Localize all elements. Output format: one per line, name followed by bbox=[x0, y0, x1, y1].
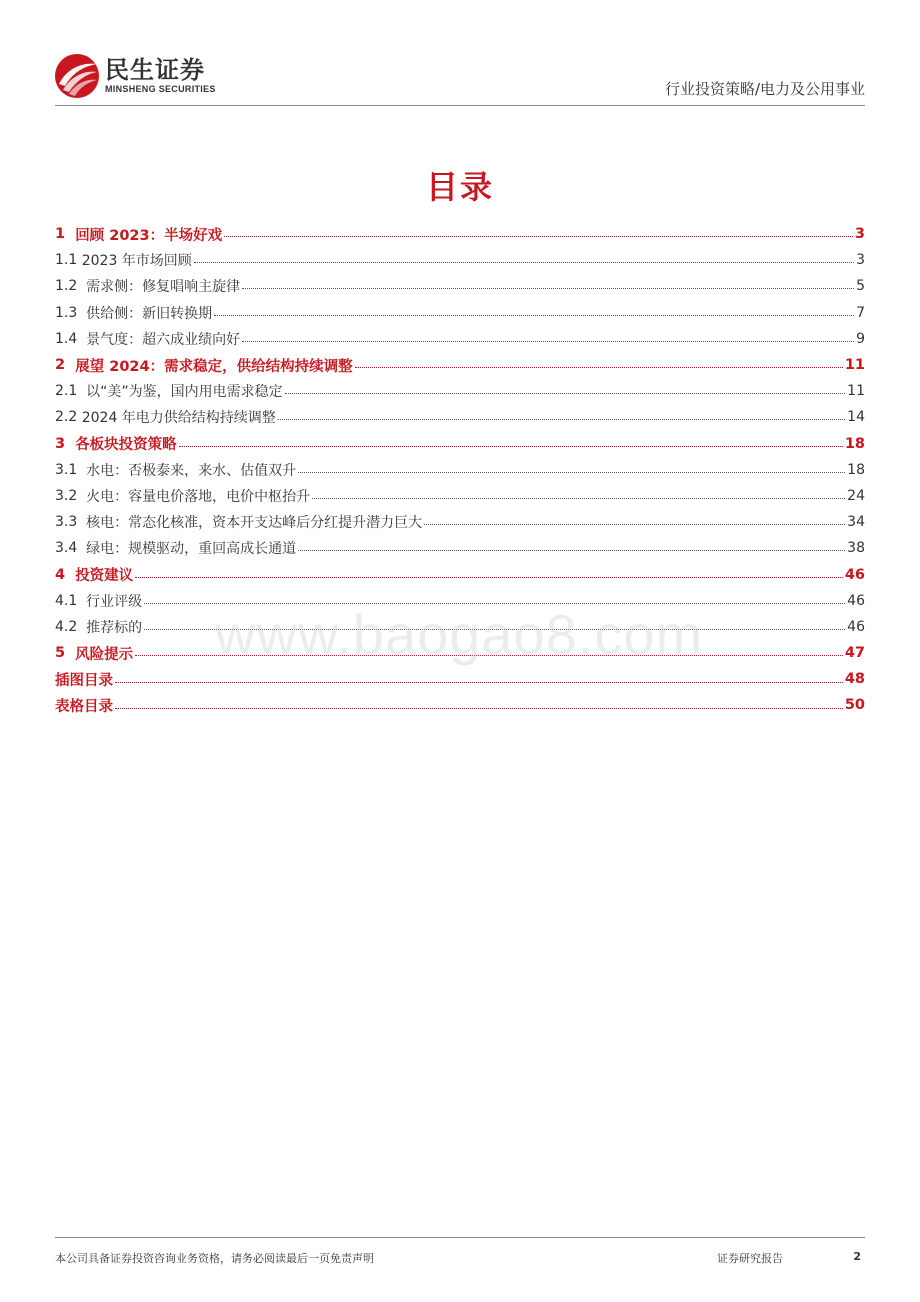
toc-entry-section[interactable] bbox=[55, 509, 865, 535]
table-of-contents bbox=[55, 221, 865, 719]
page-title: 目录 bbox=[425, 168, 494, 206]
toc-entry-label: 回顾 2023：半场好戏 bbox=[75, 227, 223, 244]
toc-entry-page: 46 bbox=[844, 566, 865, 583]
toc-entry-page: 9 bbox=[856, 330, 865, 347]
toc-entry-label: 景气度：超六成业绩向好 bbox=[86, 331, 241, 348]
toc-entry-number: 3.1 bbox=[55, 461, 87, 478]
toc-dot-leader bbox=[355, 354, 843, 369]
toc-entry-label: 表格目录 bbox=[55, 698, 113, 715]
toc-entry-page: 46 bbox=[847, 592, 865, 609]
toc-entry-label: 水电：否极泰来，来水、估值双升 bbox=[86, 462, 297, 479]
toc-dot-leader bbox=[312, 485, 845, 499]
toc-dot-leader bbox=[278, 406, 845, 420]
toc-dot-leader bbox=[144, 590, 845, 604]
toc-entry-page: 34 bbox=[847, 514, 865, 531]
toc-entry-label: 供给侧：新旧转换期 bbox=[86, 305, 213, 322]
toc-entry-page: 5 bbox=[856, 278, 865, 295]
toc-entry-page: 3 bbox=[854, 226, 865, 243]
footer-disclaimer: 本公司具备证券投资咨询业务资格，请务必阅读最后一页免责声明 bbox=[55, 1252, 374, 1265]
toc-dot-leader bbox=[298, 537, 845, 551]
toc-entry-number: 1.2 bbox=[55, 278, 87, 295]
toc-entry-chapter[interactable] bbox=[55, 352, 865, 378]
toc-entry-chapter[interactable] bbox=[55, 561, 865, 587]
company-logo bbox=[55, 54, 216, 98]
toc-dot-leader bbox=[224, 223, 853, 238]
logo-chinese-name: 民生证券 bbox=[105, 56, 205, 84]
toc-entry-number: 1.3 bbox=[55, 304, 87, 321]
toc-entry-section[interactable] bbox=[55, 483, 865, 509]
toc-dot-leader bbox=[242, 275, 854, 289]
toc-entry-label: 2023 年市场回顾 bbox=[81, 253, 192, 270]
toc-entry-label: 以“美”为鉴，国内用电需求稳定 bbox=[86, 384, 283, 401]
toc-entry-number: 2.2 bbox=[55, 409, 82, 426]
toc-dot-leader bbox=[242, 328, 854, 342]
toc-entry-section[interactable] bbox=[55, 247, 865, 273]
toc-entry-section[interactable] bbox=[55, 588, 865, 614]
toc-dot-leader bbox=[214, 302, 854, 316]
toc-entry-page: 18 bbox=[847, 461, 865, 478]
toc-entry-page: 3 bbox=[856, 252, 865, 269]
toc-dot-leader bbox=[298, 459, 845, 473]
toc-entry-label: 核电：常态化核准，资本开支达峰后分红提升潜力巨大 bbox=[86, 515, 423, 532]
toc-entry-page: 11 bbox=[844, 357, 865, 374]
toc-dot-leader bbox=[424, 511, 845, 525]
page-header bbox=[55, 50, 865, 106]
report-category: 行业投资策略/电力及公用事业 bbox=[664, 80, 865, 98]
toc-entry-page: 48 bbox=[844, 671, 865, 688]
toc-dot-leader bbox=[194, 249, 854, 263]
toc-entry-page: 11 bbox=[847, 383, 865, 400]
toc-entry-number: 3.2 bbox=[55, 487, 87, 504]
logo-english-name: MINSHENG SECURITIES bbox=[105, 84, 216, 94]
toc-entry-section[interactable] bbox=[55, 535, 865, 561]
toc-dot-leader bbox=[135, 563, 843, 578]
toc-entry-section[interactable] bbox=[55, 378, 865, 404]
toc-entry-label: 风险提示 bbox=[75, 646, 134, 663]
page-number: 2 bbox=[853, 1250, 861, 1263]
toc-entry-section[interactable] bbox=[55, 457, 865, 483]
toc-entry-label: 绿电：规模驱动，重回高成长通道 bbox=[86, 541, 297, 558]
toc-dot-leader bbox=[135, 642, 843, 657]
watermark: www.baogao8.com bbox=[215, 603, 704, 666]
toc-entry-label: 投资建议 bbox=[75, 568, 134, 585]
toc-entry-number: 2.1 bbox=[55, 383, 87, 400]
toc-entry-number: 4 bbox=[55, 566, 76, 583]
toc-entry-number: 1 bbox=[55, 226, 76, 243]
toc-entry-page: 7 bbox=[856, 304, 865, 321]
toc-entry-page: 14 bbox=[847, 409, 865, 426]
toc-entry-number: 2 bbox=[55, 357, 76, 374]
toc-entry-label: 行业评级 bbox=[86, 593, 143, 610]
toc-entry-section[interactable] bbox=[55, 273, 865, 299]
toc-entry-number: 3.4 bbox=[55, 540, 87, 557]
toc-entry-chapter[interactable] bbox=[55, 666, 865, 692]
toc-entry-number: 1.1 bbox=[55, 252, 82, 269]
toc-entry-section[interactable] bbox=[55, 300, 865, 326]
toc-entry-chapter[interactable] bbox=[55, 431, 865, 457]
toc-dot-leader bbox=[115, 668, 843, 683]
footer-doc-type: 证券研究报告 bbox=[717, 1252, 783, 1265]
minsheng-logo-icon bbox=[55, 54, 99, 98]
toc-dot-leader bbox=[285, 380, 845, 394]
toc-entry-number: 4.2 bbox=[55, 618, 87, 635]
toc-entry-number: 4.1 bbox=[55, 592, 87, 609]
toc-entry-page: 47 bbox=[844, 645, 865, 662]
toc-entry-label: 推荐标的 bbox=[86, 619, 143, 636]
toc-entry-page: 50 bbox=[844, 697, 865, 714]
toc-dot-leader bbox=[179, 432, 843, 447]
toc-entry-page: 38 bbox=[847, 540, 865, 557]
toc-entry-page: 46 bbox=[847, 618, 865, 635]
toc-dot-leader bbox=[144, 616, 845, 630]
toc-entry-label: 需求侧：修复唱响主旋律 bbox=[86, 279, 241, 296]
toc-entry-chapter[interactable] bbox=[55, 692, 865, 718]
toc-entry-number: 5 bbox=[55, 645, 76, 662]
toc-entry-number: 3.3 bbox=[55, 514, 87, 531]
toc-entry-label: 火电：容量电价落地，电价中枢抬升 bbox=[86, 488, 311, 505]
toc-entry-label: 2024 年电力供给结构持续调整 bbox=[81, 410, 276, 427]
toc-entry-section[interactable] bbox=[55, 404, 865, 430]
toc-entry-section[interactable] bbox=[55, 614, 865, 640]
page-footer bbox=[55, 1237, 865, 1267]
toc-dot-leader bbox=[115, 694, 843, 709]
toc-entry-number: 1.4 bbox=[55, 330, 87, 347]
toc-entry-label: 插图目录 bbox=[55, 672, 113, 689]
toc-entry-label: 各板块投资策略 bbox=[75, 437, 177, 454]
toc-entry-section[interactable] bbox=[55, 326, 865, 352]
toc-entry-label: 展望 2024：需求稳定，供给结构持续调整 bbox=[75, 358, 353, 375]
toc-entry-chapter[interactable] bbox=[55, 221, 865, 247]
toc-entry-chapter[interactable] bbox=[55, 640, 865, 666]
toc-entry-page: 24 bbox=[847, 487, 865, 504]
toc-entry-page: 18 bbox=[844, 435, 865, 452]
toc-entry-number: 3 bbox=[55, 435, 76, 452]
